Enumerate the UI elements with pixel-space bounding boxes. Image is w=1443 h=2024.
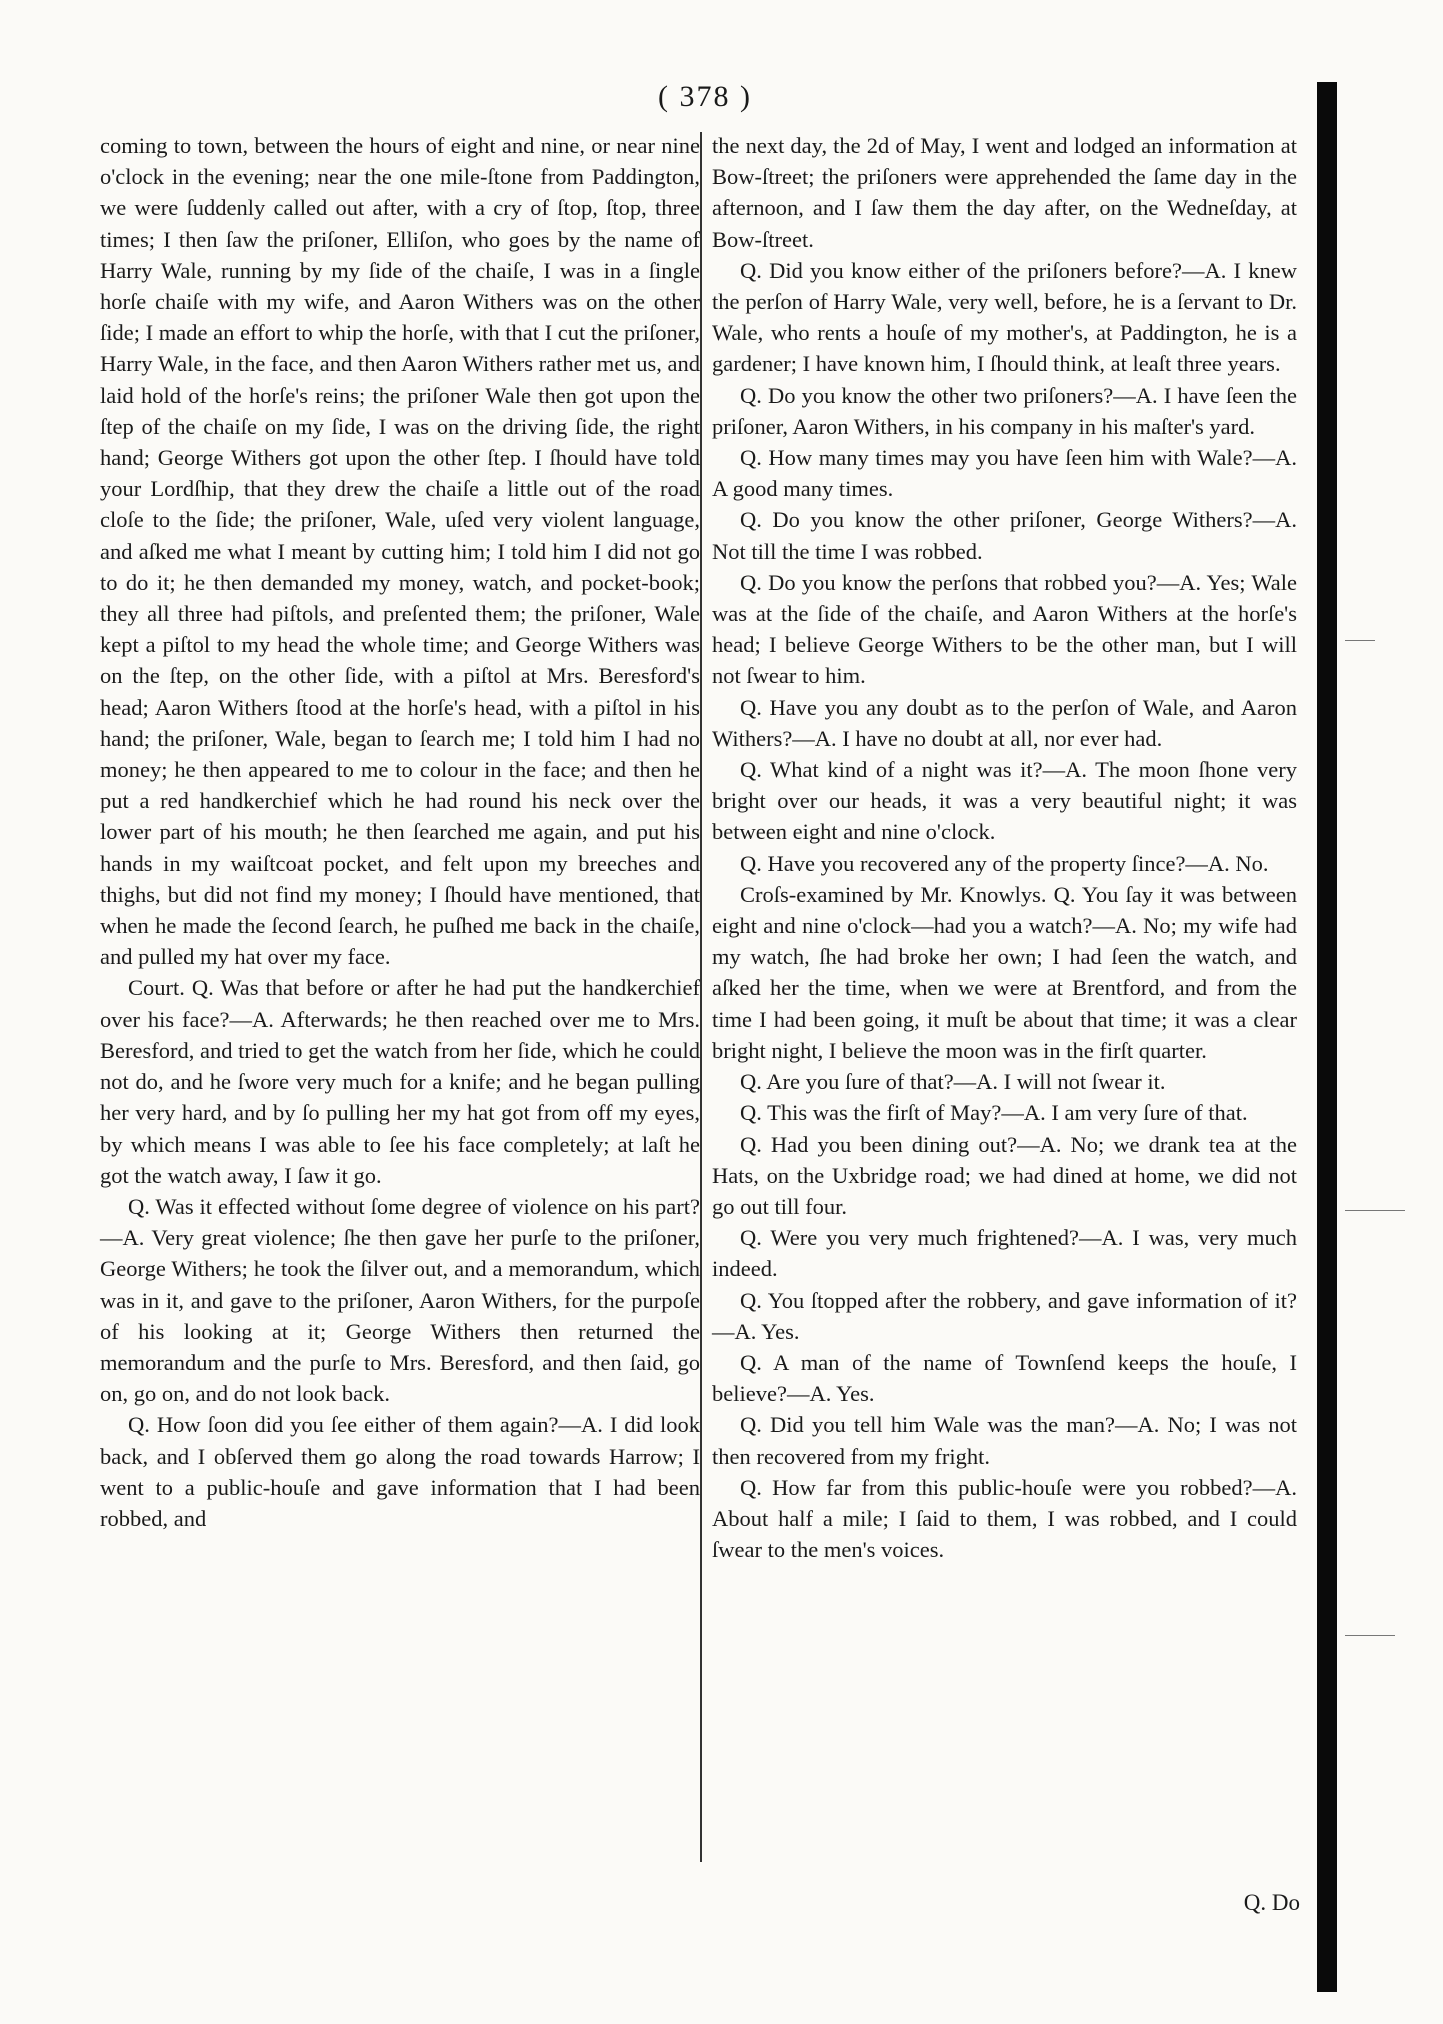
right-paragraph-5: Q. Do you know the other priſoner, George Withers?—A. Not till the time I was robbed.	[712, 507, 1297, 564]
scan-mark	[1345, 640, 1375, 641]
right-paragraph-17: Q. Did you tell him Wale was the man?—A. No; I was not then recovered from my fright.	[712, 1412, 1297, 1469]
right-paragraph-13: Q. Had you been dining out?—A. No; we drank tea at the Hats, on the Uxbridge road; we had dined at home, we did not go out till four.	[712, 1131, 1297, 1219]
right-paragraph-18: Q. How far from this public-houſe were you robbed?—A. About half a mile; I ſaid to them, I was robbed, and I could ſwear to the men's voices.	[712, 1474, 1297, 1563]
right-paragraph-7: Q. Have you any doubt as to the perſon of Wale, and Aaron Withers?—A. I have no doubt at all, nor ever had.	[712, 694, 1297, 751]
left-paragraph-3: Q. Was it effected without ſome degree of violence on his part?—A. Very great violence; ſhe then gave her purſe to the priſoner, George Withers; he took the ſilver out, and a memorandum, which was in it, and gave to the priſoner, Aaron Withers, for the purpoſe of his looking at it; George Withers then returned the memorandum and the purſe to Mrs. Beresford, and then ſaid, go on, go on, and do not look back.	[100, 1193, 700, 1407]
right-column	[712, 130, 1297, 1565]
right-paragraph-2: Q. Did you know either of the priſoners before?—A. I knew the perſon of Harry Wale, very well, before, he is a ſervant to Dr. Wale, who rents a houſe of my mother's, at Paddington, he is a gardener; I have known him, I ſhould think, at leaſt three years.	[712, 257, 1297, 377]
right-paragraph-4: Q. How many times may you have ſeen him with Wale?—A. A good many times.	[712, 445, 1297, 502]
right-paragraph-1: the next day, the 2d of May, I went and lodged an information at Bow-ſtreet; the priſoners were apprehended the ſame day in the afternoon, and I ſaw them the day after, on the Wedneſday, at Bow-ſtreet.	[712, 133, 1297, 252]
left-paragraph-2: Court. Q. Was that before or after he had put the handkerchief over his face?—A. Afterwards; he then reached over me to Mrs. Beresford, and tried to get the watch from her ſide, which he could not do, and he ſwore very much for a knife; and he began pulling her very hard, and by ſo pulling her my hat got from off my eyes, by which means I was able to ſee his face completely; at laſt he got the watch away, I ſaw it go.	[100, 975, 700, 1188]
right-paragraph-9: Q. Have you recovered any of the property ſince?—A. No.	[740, 850, 1269, 876]
column-divider	[700, 132, 702, 1862]
scan-mark	[1345, 1210, 1405, 1211]
right-paragraph-10: Croſs-examined by Mr. Knowlys. Q. You ſay it was between eight and nine o'clock—had you a watch?—A. No; my wife had my watch, ſhe had broke her own; I had ſeen the watch, and aſked her the time, when we were at Brentford, and from the time I had been going, it muſt be about that time; it was a clear bright night, I believe the moon was in the firſt quarter.	[712, 881, 1297, 1063]
left-column	[100, 130, 700, 1534]
right-paragraph-16: Q. A man of the name of Townſend keeps the houſe, I believe?—A. Yes.	[712, 1349, 1297, 1407]
right-paragraph-15: Q. You ſtopped after the robbery, and gave information of it?—A. Yes.	[712, 1287, 1297, 1344]
right-paragraph-14: Q. Were you very much frightened?—A. I was, very much indeed.	[712, 1225, 1297, 1282]
page-edge-shadow	[1317, 82, 1337, 1992]
page-number: ( 378 )	[658, 80, 752, 113]
right-paragraph-11: Q. Are you ſure of that?—A. I will not ſwear it.	[740, 1069, 1166, 1095]
right-paragraph-3: Q. Do you know the other two priſoners?—A. I have ſeen the priſoner, Aaron Withers, in his company in his maſter's yard.	[712, 382, 1297, 439]
scan-mark	[1345, 1635, 1395, 1636]
catchword: Q. Do	[1243, 1890, 1300, 1915]
right-paragraph-8: Q. What kind of a night was it?—A. The moon ſhone very bright over our heads, it was a very beautiful night; it was between eight and nine o'clock.	[712, 757, 1297, 845]
right-paragraph-12: Q. This was the firſt of May?—A. I am very ſure of that.	[740, 1100, 1248, 1126]
right-paragraph-6: Q. Do you know the perſons that robbed you?—A. Yes; Wale was at the ſide of the chaiſe, and Aaron Withers at the horſe's head; I believe George Withers to be the other man, but I will not ſwear to him.	[712, 569, 1297, 689]
left-paragraph-4: Q. How ſoon did you ſee either of them again?—A. I did look back, and I obſerved them go along the road towards Harrow; I went to a public-houſe and gave information that I had been robbed, and	[100, 1412, 700, 1531]
left-paragraph-1: coming to town, between the hours of eight and nine, or near nine o'clock in the evening; near the one mile-ſtone from Paddington, we were ſuddenly called out after, with a cry of ſtop, ſtop, three times; I then ſaw the priſoner, Elliſon, who goes by the name of Harry Wale, running by my ſide of the chaiſe, I was in a ſingle horſe chaiſe with my wife, and Aaron Withers was on the other ſide; I made an effort to whip the horſe, with that I cut the priſoner, Harry Wale, in the face, and then Aaron Withers rather met us, and laid hold of the horſe's reins; the priſoner Wale then got upon the ſtep of the chaiſe on my ſide, I was on the driving ſide, the right hand; George Withers got upon the other ſtep. I ſhould have told your Lordſhip, that they drew the chaiſe a little out of the road cloſe to the ſide; the priſoner, Wale, uſed very violent language, and aſked me what I meant by cutting him; I told him I did not go to do it; he then demanded my money, watch, and pocket-book; they all three had piſtols, and preſented them; the priſoner, Wale kept a piſtol to my head the whole time; and George Withers was on the ſtep, on the other ſide, with a piſtol at Mrs. Beresford's head; Aaron Withers ſtood at the horſe's head, with a piſtol in his hand; the priſoner, Wale, began to ſearch me; I told him I had no money; he then appeared to me to colour in the face; and then he put a red handkerchief which he had round his neck over the lower part of his mouth; he then ſearched me again, and put his hands in my waiſtcoat pocket, and felt upon my breeches and thighs, but did not find my money; I ſhould have mentioned, that when he made the ſecond ſearch, he puſhed me back in the chaiſe, and pulled my hat over my face.	[100, 133, 700, 970]
